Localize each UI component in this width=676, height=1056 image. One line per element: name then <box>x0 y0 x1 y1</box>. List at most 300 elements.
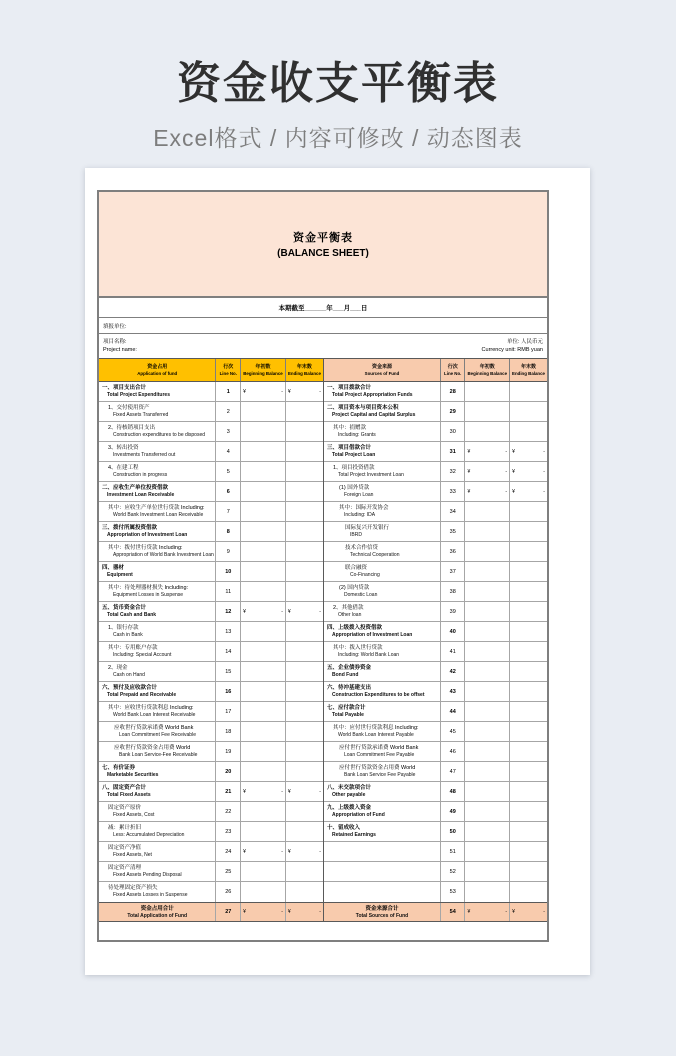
project-name-en: Project name: <box>103 347 137 353</box>
row-ending-balance <box>285 502 323 521</box>
row-line-no: 53 <box>440 882 465 902</box>
table-row <box>324 642 547 662</box>
total-application-begin: ¥ - <box>240 903 285 921</box>
row-line-no: 24 <box>215 842 240 861</box>
table-row <box>324 802 547 822</box>
table-row <box>324 882 547 902</box>
row-label: 七、有价证券 Marketable Securities <box>102 765 159 778</box>
row-line-no: 2 <box>215 402 240 421</box>
row-beginning-balance <box>464 822 509 841</box>
row-label: 其中：拨付世行贷款 Including: Appropriation of World Bank Investment Loan <box>108 545 214 558</box>
row-beginning-balance <box>464 762 509 781</box>
row-ending-balance: ¥ - <box>285 602 323 621</box>
row-line-no: 13 <box>215 622 240 641</box>
row-beginning-balance <box>240 642 285 661</box>
row-beginning-balance: ¥ - <box>464 462 509 481</box>
row-beginning-balance <box>240 542 285 561</box>
row-line-no: 26 <box>215 882 240 902</box>
row-label: 其中：国际开发协会 Including: IDA <box>339 505 389 518</box>
row-label: 九、上级拨入资金 Appropriation of Fund <box>327 805 385 818</box>
row-beginning-balance <box>240 682 285 701</box>
table-row <box>324 842 547 862</box>
row-ending-balance <box>285 802 323 821</box>
row-ending-balance: ¥ - <box>285 842 323 861</box>
row-line-no: 40 <box>440 622 465 641</box>
table-row <box>324 682 547 702</box>
row-beginning-balance <box>464 402 509 421</box>
row-beginning-balance <box>240 802 285 821</box>
row-line-no: 19 <box>215 742 240 761</box>
row-ending-balance <box>509 642 547 661</box>
row-ending-balance <box>285 442 323 461</box>
row-beginning-balance <box>240 442 285 461</box>
table-row <box>324 662 547 682</box>
row-label: 2、其他借款 Other loan <box>333 605 364 618</box>
row-label: 减：累计折旧 Less: Accumulated Depreciation <box>108 825 185 838</box>
row-ending-balance <box>509 722 547 741</box>
col-ending-balance: 年末数 Ending Balance <box>285 359 323 381</box>
row-beginning-balance <box>240 822 285 841</box>
table-row <box>99 402 323 422</box>
row-ending-balance <box>509 382 547 401</box>
table-row <box>99 542 323 562</box>
table-row <box>324 742 547 762</box>
table-row <box>99 382 323 402</box>
row-ending-balance <box>509 882 547 902</box>
table-row <box>324 382 547 402</box>
sheet-title-block <box>99 192 547 298</box>
row-beginning-balance <box>464 562 509 581</box>
row-line-no: 42 <box>440 662 465 681</box>
row-line-no: 52 <box>440 862 465 881</box>
table-row <box>99 722 323 742</box>
row-ending-balance <box>509 402 547 421</box>
row-label: 其中：专用账户存款 Including: Special Account <box>108 645 172 658</box>
table-row <box>324 782 547 802</box>
row-ending-balance <box>285 422 323 441</box>
total-application-half <box>99 903 323 921</box>
row-label: 四、上级拨入投资借款 Appropriation of Investment Loan <box>327 625 413 638</box>
row-ending-balance <box>285 482 323 501</box>
row-beginning-balance <box>240 482 285 501</box>
row-beginning-balance <box>240 582 285 601</box>
row-line-no: 31 <box>440 442 465 461</box>
table-row <box>99 762 323 782</box>
table-row <box>99 462 323 482</box>
row-beginning-balance <box>240 502 285 521</box>
row-beginning-balance: ¥ - <box>240 382 285 401</box>
row-ending-balance <box>285 702 323 721</box>
row-label <box>324 882 440 902</box>
row-label: 国际复兴开发银行 IBRD <box>345 525 390 538</box>
row-line-no: 12 <box>215 602 240 621</box>
row-label: 六、预付及应收款合计 Total Prepaid and Receivable <box>102 685 177 698</box>
row-ending-balance <box>509 582 547 601</box>
table-row <box>324 482 547 502</box>
document-preview-card <box>85 168 590 975</box>
row-line-no: 44 <box>440 702 465 721</box>
table-row <box>99 642 323 662</box>
report-unit-label: 填报单位: <box>103 323 127 330</box>
row-ending-balance <box>509 822 547 841</box>
row-beginning-balance <box>464 722 509 741</box>
row-line-no: 22 <box>215 802 240 821</box>
row-label: 待处理固定资产损失 Fixed Assets Losses in Suspense <box>108 885 188 898</box>
row-beginning-balance <box>240 562 285 581</box>
row-line-no: 46 <box>440 742 465 761</box>
row-label: 八、固定资产合计 Total Fixed Assets <box>102 785 151 798</box>
row-beginning-balance <box>240 622 285 641</box>
row-line-no: 3 <box>215 422 240 441</box>
page-subtitle: Excel格式 / 内容可修改 / 动态图表 <box>153 125 523 151</box>
row-label: 其中：待处理器材损失 Including: Equipment Losses in Suspense <box>108 585 189 598</box>
sheet-bottom-margin <box>99 922 547 940</box>
row-ending-balance <box>285 822 323 841</box>
row-ending-balance <box>509 802 547 821</box>
row-line-no: 16 <box>215 682 240 701</box>
row-label: 2、现金 Cash on Hand <box>108 665 145 678</box>
table-row <box>99 882 323 902</box>
row-line-no: 45 <box>440 722 465 741</box>
row-line-no: 17 <box>215 702 240 721</box>
row-ending-balance <box>509 682 547 701</box>
row-ending-balance <box>509 602 547 621</box>
row-label: 固定资产净值 Fixed Assets, Net <box>108 845 152 858</box>
row-label: 其中：拨入世行贷款 Including: World Bank Loan <box>333 645 400 658</box>
period-date-text: 本期截至______年___月___日 <box>278 305 368 312</box>
row-ending-balance <box>509 502 547 521</box>
row-line-no: 15 <box>215 662 240 681</box>
row-beginning-balance <box>240 722 285 741</box>
hero-header <box>0 0 676 153</box>
row-beginning-balance <box>464 842 509 861</box>
row-beginning-balance <box>464 522 509 541</box>
row-beginning-balance: ¥ - <box>240 842 285 861</box>
table-row <box>324 702 547 722</box>
row-label: 八、未交款项合计 Other payable <box>327 785 372 798</box>
table-row <box>99 802 323 822</box>
row-beginning-balance <box>464 782 509 801</box>
row-beginning-balance <box>464 582 509 601</box>
row-ending-balance <box>285 722 323 741</box>
row-label: 技术合作信贷 Technical Cooperation <box>345 545 400 558</box>
row-ending-balance <box>509 742 547 761</box>
table-row <box>324 582 547 602</box>
row-label: 四、器材 Equipment <box>102 565 133 578</box>
row-label: 二、项目资本与项目资本公积 Project Capital and Capital Surplus <box>327 405 416 418</box>
row-label: 1、交付使用资产 Fixed Assets Transferred <box>108 405 169 418</box>
total-sources-line-no: 54 <box>440 903 465 921</box>
col-line-no: 行次 Line No. <box>440 359 465 381</box>
row-line-no: 39 <box>440 602 465 621</box>
row-line-no: 5 <box>215 462 240 481</box>
row-label: 其中：应收世行贷款利息 Including: World Bank Loan Interest Receivable <box>108 705 196 718</box>
row-line-no: 49 <box>440 802 465 821</box>
row-label: 其中：捐赠款 Including: Grants <box>333 425 376 438</box>
row-ending-balance <box>509 862 547 881</box>
row-beginning-balance <box>240 862 285 881</box>
table-row <box>99 702 323 722</box>
row-beginning-balance: ¥ - <box>464 482 509 501</box>
row-beginning-balance <box>464 622 509 641</box>
row-line-no: 6 <box>215 482 240 501</box>
row-label: 2、待核销项目支出 Construction expenditures to be disposed <box>108 425 206 438</box>
row-beginning-balance <box>464 602 509 621</box>
row-line-no: 20 <box>215 762 240 781</box>
row-beginning-balance <box>464 662 509 681</box>
row-label: 1、银行存款 Cash in Bank <box>108 625 143 638</box>
row-line-no: 48 <box>440 782 465 801</box>
row-ending-balance <box>285 402 323 421</box>
currency-unit-en: Currency unit: RMB yuan <box>481 347 543 353</box>
page-title: 资金收支平衡表 <box>177 59 499 108</box>
row-beginning-balance: ¥ - <box>240 782 285 801</box>
row-label: (1) 国外贷款 Foreign Loan <box>339 485 374 498</box>
row-line-no: 25 <box>215 862 240 881</box>
total-application-end: ¥ - <box>285 903 323 921</box>
table-row <box>324 622 547 642</box>
row-ending-balance <box>285 462 323 481</box>
total-application-line-no: 27 <box>215 903 240 921</box>
col-sources-of-fund: 资金来源 Sources of Fund <box>364 363 400 376</box>
currency-unit-block <box>482 338 543 354</box>
row-label: 4、在建工程 Construction in progress <box>108 465 168 478</box>
row-ending-balance <box>285 682 323 701</box>
row-line-no: 23 <box>215 822 240 841</box>
row-ending-balance <box>285 522 323 541</box>
row-beginning-balance <box>464 542 509 561</box>
table-row <box>99 862 323 882</box>
row-label: 1、项目投资借款 Total Project Investment Loan <box>333 465 404 478</box>
col-ending-balance: 年末数 Ending Balance <box>509 359 547 381</box>
row-ending-balance <box>285 762 323 781</box>
row-line-no: 34 <box>440 502 465 521</box>
table-row <box>324 462 547 482</box>
row-line-no: 28 <box>440 382 465 401</box>
row-beginning-balance <box>464 682 509 701</box>
table-row <box>324 562 547 582</box>
table-row <box>99 602 323 622</box>
row-line-no: 50 <box>440 822 465 841</box>
row-beginning-balance <box>464 642 509 661</box>
table-row <box>99 522 323 542</box>
row-line-no: 41 <box>440 642 465 661</box>
sheet-title-en: (BALANCE SHEET) <box>277 248 369 259</box>
row-label: 其中：应收生产单位世行贷款 Including: World Bank Investment Loan Receivable <box>108 505 205 518</box>
total-sources-end: ¥ - <box>509 903 547 921</box>
row-label: 应收世行贷款资金占用费 World Bank Loan Service-Fee Receivable <box>114 745 198 758</box>
row-beginning-balance <box>240 422 285 441</box>
row-ending-balance: ¥ - <box>285 382 323 401</box>
sources-header-half <box>323 359 547 381</box>
row-label: 应付世行贷款承诺费 World Bank Loan Commitment Fee Payable <box>339 745 419 758</box>
row-beginning-balance <box>240 702 285 721</box>
table-row <box>99 482 323 502</box>
row-label: 固定资产原价 Fixed Assets, Cost <box>108 805 155 818</box>
row-beginning-balance <box>464 742 509 761</box>
row-label: 二、应收生产单位投资借款 Investment Loan Receivable <box>102 485 175 498</box>
row-line-no: 43 <box>440 682 465 701</box>
project-name-row <box>99 334 547 359</box>
row-label: 应收世行贷款承诺费 World Bank Loan Commitment Fee Receivable <box>114 725 196 738</box>
table-row <box>324 422 547 442</box>
balance-sheet-preview <box>97 190 549 942</box>
table-row <box>324 502 547 522</box>
row-beginning-balance: ¥ - <box>464 442 509 461</box>
row-line-no: 14 <box>215 642 240 661</box>
row-ending-balance <box>285 882 323 902</box>
row-line-no: 18 <box>215 722 240 741</box>
row-ending-balance <box>285 862 323 881</box>
table-row <box>99 622 323 642</box>
table-row <box>324 602 547 622</box>
row-ending-balance: ¥ - <box>509 482 547 501</box>
row-ending-balance <box>285 562 323 581</box>
row-beginning-balance <box>240 402 285 421</box>
row-label: 联合融资 Co-Financing <box>345 565 380 578</box>
row-label: 一、项目支出合计 Total Project Expenditures <box>102 385 170 398</box>
row-ending-balance <box>285 662 323 681</box>
row-ending-balance <box>509 562 547 581</box>
table-row <box>99 662 323 682</box>
row-ending-balance <box>509 422 547 441</box>
table-row <box>324 822 547 842</box>
row-line-no: 37 <box>440 562 465 581</box>
currency-unit-cn: 单位: 人民币元 <box>506 339 543 345</box>
row-label: 三、拨付所属投资借款 Appropriation of Investment Loan <box>102 525 188 538</box>
row-label <box>324 842 440 861</box>
row-label: 五、企业债券资金 Bond Fund <box>327 665 372 678</box>
table-row <box>324 542 547 562</box>
row-beginning-balance: ¥ - <box>240 602 285 621</box>
row-label: 七、应付款合计 Total Payable <box>327 705 366 718</box>
application-rows <box>99 382 323 902</box>
table-row <box>324 522 547 542</box>
row-beginning-balance <box>464 502 509 521</box>
row-label: 三、项目借款合计 Total Project Loan <box>327 445 376 458</box>
report-unit-row <box>99 318 547 334</box>
row-line-no: 9 <box>215 542 240 561</box>
row-label: (2) 国内贷款 Domestic Loan <box>339 585 378 598</box>
table-row <box>99 562 323 582</box>
row-label: 其中：应付世行贷款利息 Including: World Bank Loan Interest Payable <box>333 725 419 738</box>
totals-row <box>99 902 547 922</box>
col-application-of-fund: 资金占用 Application of fund <box>137 363 178 376</box>
table-row <box>99 422 323 442</box>
row-ending-balance <box>509 842 547 861</box>
row-ending-balance <box>285 582 323 601</box>
row-line-no: 8 <box>215 522 240 541</box>
table-row <box>99 842 323 862</box>
row-label: 六、待冲基建支出 Construction Expenditures to be offset <box>327 685 425 698</box>
row-line-no: 35 <box>440 522 465 541</box>
row-ending-balance: ¥ - <box>509 462 547 481</box>
row-label: 应付世行贷款资金占用费 World Bank Loan Service Fee Payable <box>339 765 416 778</box>
row-beginning-balance <box>240 742 285 761</box>
row-beginning-balance <box>240 522 285 541</box>
row-beginning-balance <box>464 802 509 821</box>
row-label: 3、转出投资 Investments Transferred out <box>108 445 176 458</box>
row-line-no: 32 <box>440 462 465 481</box>
sources-rows <box>323 382 547 902</box>
total-sources-half <box>323 903 547 921</box>
row-beginning-balance <box>464 422 509 441</box>
row-line-no: 30 <box>440 422 465 441</box>
table-row <box>324 402 547 422</box>
row-ending-balance: ¥ - <box>509 442 547 461</box>
sheet-title-cn: 资金平衡表 <box>293 232 353 244</box>
row-label: 五、货币资金合计 Total Cash and Bank <box>102 605 157 618</box>
row-line-no: 38 <box>440 582 465 601</box>
application-header-half <box>99 359 323 381</box>
row-line-no: 11 <box>215 582 240 601</box>
table-row <box>99 782 323 802</box>
col-beginning-balance: 年初数 Beginning Balance <box>464 359 509 381</box>
row-label: 固定资产清理 Fixed Assets Pending Disposal <box>108 865 182 878</box>
table-row <box>99 682 323 702</box>
column-header-row <box>99 359 547 382</box>
row-label: 十、留成收入 Retained Earnings <box>327 825 376 838</box>
row-ending-balance <box>509 782 547 801</box>
table-row <box>99 502 323 522</box>
row-line-no: 21 <box>215 782 240 801</box>
table-row <box>99 442 323 462</box>
row-line-no: 47 <box>440 762 465 781</box>
row-ending-balance: ¥ - <box>285 782 323 801</box>
row-ending-balance <box>509 542 547 561</box>
row-beginning-balance <box>240 762 285 781</box>
row-beginning-balance <box>240 882 285 902</box>
table-row <box>99 742 323 762</box>
row-line-no: 29 <box>440 402 465 421</box>
total-sources-begin: ¥ - <box>464 903 509 921</box>
table-row <box>324 862 547 882</box>
row-beginning-balance <box>464 882 509 902</box>
row-ending-balance <box>509 762 547 781</box>
row-label <box>324 862 440 881</box>
row-line-no: 1 <box>215 382 240 401</box>
row-ending-balance <box>509 662 547 681</box>
row-beginning-balance <box>464 862 509 881</box>
table-row <box>324 722 547 742</box>
row-ending-balance <box>285 542 323 561</box>
total-sources-label: 资金来源合计 Total Sources of Fund <box>355 905 409 919</box>
row-beginning-balance <box>464 702 509 721</box>
row-ending-balance <box>509 702 547 721</box>
row-ending-balance <box>285 622 323 641</box>
col-beginning-balance: 年初数 Beginning Balance <box>240 359 285 381</box>
row-beginning-balance <box>464 382 509 401</box>
period-date-row <box>99 298 547 318</box>
project-name-cn: 项目名称: <box>103 339 127 345</box>
row-beginning-balance <box>240 662 285 681</box>
table-row <box>99 822 323 842</box>
row-ending-balance <box>509 522 547 541</box>
row-label: 一、项目拨款合计 Total Project Appropriation Funds <box>327 385 413 398</box>
row-ending-balance <box>285 742 323 761</box>
table-row <box>324 762 547 782</box>
row-line-no: 33 <box>440 482 465 501</box>
row-line-no: 7 <box>215 502 240 521</box>
table-row <box>324 442 547 462</box>
project-name-block <box>103 338 137 354</box>
row-ending-balance <box>285 642 323 661</box>
row-line-no: 51 <box>440 842 465 861</box>
total-application-label: 资金占用合计 Total Application of Fund <box>127 905 188 919</box>
row-ending-balance <box>509 622 547 641</box>
row-line-no: 4 <box>215 442 240 461</box>
row-line-no: 10 <box>215 562 240 581</box>
